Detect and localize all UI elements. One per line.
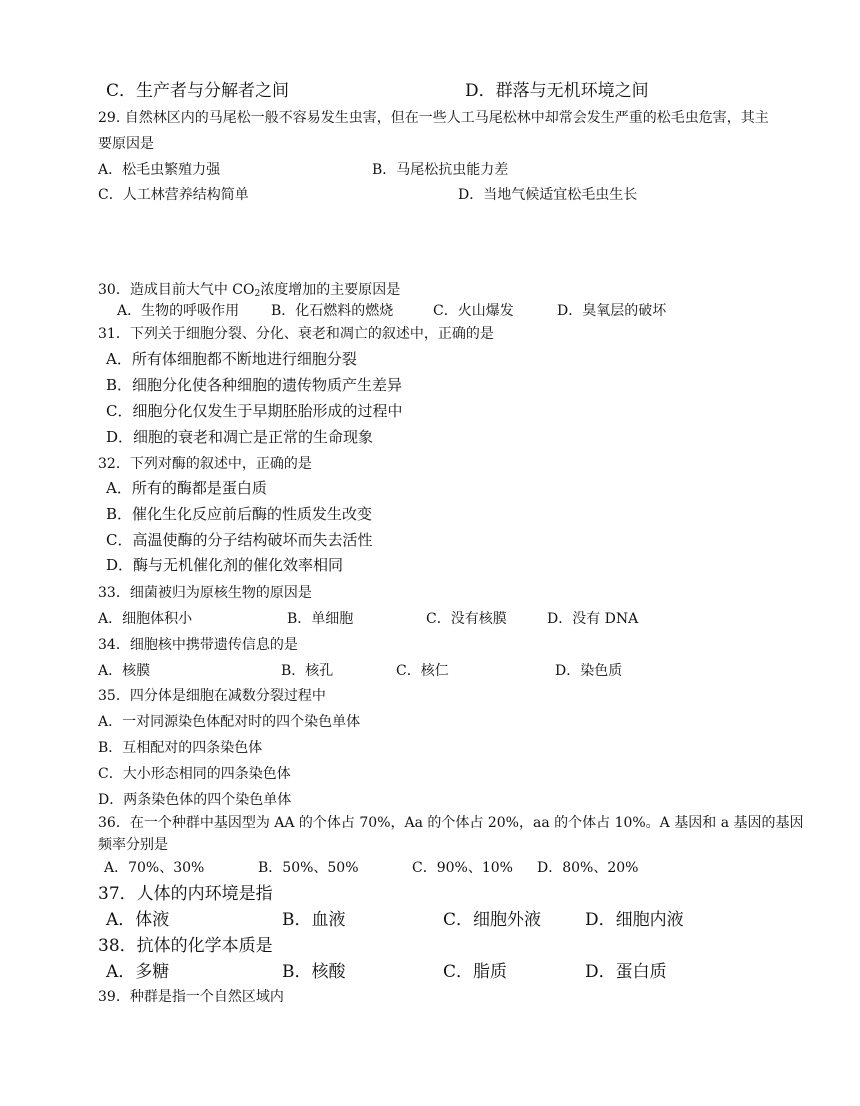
q31-option-a: A．所有体细胞都不断地进行细胞分裂 [106, 350, 357, 368]
q34-option-a: A．核膜 [98, 663, 151, 679]
q30-option-b: B．化石燃料的燃烧 [271, 303, 394, 319]
q32-option-b: B．催化生化反应前后酶的性质发生改变 [106, 505, 373, 523]
q34-option-b: B．核孔 [281, 663, 334, 679]
q35-option-c: C．大小形态相同的四条染色体 [98, 766, 291, 782]
q38-option-c: C．脂质 [443, 962, 508, 982]
q37-option-a: A．体液 [106, 910, 170, 930]
q29-option-b: B．马尾松抗虫能力差 [372, 162, 509, 178]
q31-stem: 31．下列关于细胞分裂、分化、衰老和凋亡的叙述中，正确的是 [98, 326, 494, 342]
q31-option-b: B．细胞分化使各种细胞的遗传物质产生差异 [106, 376, 403, 394]
q33-option-b: B．单细胞 [287, 611, 354, 627]
q32-option-a: A．所有的酶都是蛋白质 [106, 479, 267, 497]
q36-stem-line1: 36．在一个种群中基因型为 AA 的个体占 70%，Aa 的个体占 20%，aa 的个体占 10%。A 基因和 a 基因的基因 [98, 815, 804, 831]
q31-option-c: C．细胞分化仅发生于早期胚胎形成的过程中 [106, 402, 403, 420]
q30-option-d: D．臭氧层的破坏 [557, 303, 667, 319]
q38-option-a: A．多糖 [106, 962, 170, 982]
q30-stem: 30．造成目前大气中 $CO_2$浓度增加的主要原因是 [98, 282, 401, 299]
q33-option-c: C．没有核膜 [426, 611, 507, 627]
q29-option-d: D．当地气候适宜松毛虫生长 [458, 187, 638, 203]
q36-option-c: C．90%、10% [412, 860, 513, 876]
q29-stem-line1: 29. 自然林区内的马尾松一般不容易发生虫害，但在一些人工马尾松林中却常会发生严重的松毛虫危害，其主 [98, 110, 769, 126]
q30-option-c: C．火山爆发 [433, 303, 514, 319]
q37-option-c: C．细胞外液 [443, 910, 542, 930]
q31-option-d: D．细胞的衰老和凋亡是正常的生命现象 [106, 428, 374, 446]
q35-option-d: D．两条染色体的四个染色单体 [98, 792, 292, 808]
q33-option-d: D．没有 DNA [547, 611, 639, 627]
q29-stem-line2: 要原因是 [98, 136, 154, 152]
q29-option-c: C．人工林营养结构简单 [98, 187, 249, 203]
q32-option-c: C．高温使酶的分子结构破坏而失去活性 [106, 531, 373, 549]
q38-option-d: D．蛋白质 [585, 962, 667, 982]
q32-option-d: D．酶与无机催化剂的催化效率相同 [106, 556, 344, 574]
q35-option-b: B．互相配对的四条染色体 [98, 740, 263, 756]
q38-option-b: B．核酸 [282, 962, 346, 982]
q34-option-c: C．核仁 [396, 663, 449, 679]
q37-option-d: D．细胞内液 [585, 910, 684, 930]
q28-option-c: C．生产者与分解者之间 [106, 81, 290, 101]
q38-stem: 38．抗体的化学本质是 [98, 936, 273, 956]
q36-option-b: B．50%、50% [258, 860, 359, 876]
q34-stem: 34．细胞核中携带遗传信息的是 [98, 637, 298, 653]
q33-stem: 33．细菌被归为原核生物的原因是 [98, 585, 312, 601]
q35-option-a: A．一对同源染色体配对时的四个染色单体 [98, 714, 361, 730]
q30-option-a: A．生物的呼吸作用 [117, 303, 240, 319]
q36-option-d: D．80%、20% [537, 860, 639, 876]
q32-stem: 32．下列对酶的叙述中，正确的是 [98, 456, 312, 472]
q33-option-a: A．细胞体积小 [98, 611, 193, 627]
q35-stem: 35．四分体是细胞在减数分裂过程中 [98, 688, 326, 704]
q37-option-b: B．血液 [282, 910, 346, 930]
q36-stem-line2: 频率分别是 [98, 837, 168, 853]
q36-option-a: A．70%、30% [104, 860, 205, 876]
q28-option-d: D．群落与无机环境之间 [465, 81, 649, 101]
q34-option-d: D．染色质 [555, 663, 623, 679]
q39-stem: 39．种群是指一个自然区域内 [98, 989, 284, 1005]
q37-stem: 37．人体的内环境是指 [98, 884, 273, 904]
q29-option-a: A．松毛虫繁殖力强 [98, 162, 221, 178]
